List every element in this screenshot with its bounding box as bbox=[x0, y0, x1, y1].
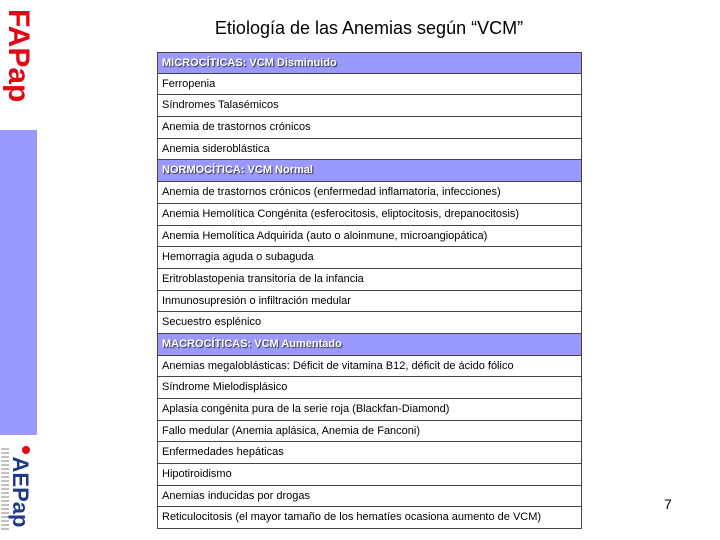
sidebar-color-bar bbox=[0, 130, 37, 435]
table-row: Secuestro esplénico bbox=[157, 312, 582, 334]
table-section-header: NORMOCÍTICA: VCM Normal bbox=[157, 160, 582, 182]
table-row: Síndromes Talasémicos bbox=[157, 95, 582, 117]
table-row: Inmunosupresión o infiltración medular bbox=[157, 291, 582, 313]
table-row: Hemorragia aguda o subaguda bbox=[157, 247, 582, 269]
table-section-header: MACROCÍTICAS: VCM Aumentado bbox=[157, 334, 582, 356]
table-row: Anemia Hemolítica Congénita (esferocitosis, eliptocitosis, drepanocitosis) bbox=[157, 204, 582, 226]
table-row: Aplasia congénita pura de la serie roja (Blackfan-Diamond) bbox=[157, 399, 582, 421]
fapap-logo: FAPap bbox=[2, 9, 35, 103]
table-row: Anemias megaloblásticas: Déficit de vitamina B12, déficit de ácido fólico bbox=[157, 356, 582, 378]
table-row: Fallo medular (Anemia aplásica, Anemia de Fanconi) bbox=[157, 421, 582, 443]
table-row: Reticulocitosis (el mayor tamaño de los hematíes ocasiona aumento de VCM) bbox=[157, 507, 582, 529]
page-title: Etiología de las Anemias según “VCM” bbox=[214, 18, 524, 38]
anemia-etiology-table bbox=[157, 52, 582, 529]
aepap-logo-text: AEPap bbox=[8, 456, 33, 528]
table-row: Anemia sideroblástica bbox=[157, 139, 582, 161]
table-row: Anemia de trastornos crónicos (enfermedad inflamatoria, infecciones) bbox=[157, 182, 582, 204]
sidebar bbox=[0, 0, 37, 540]
table-row: Anemia Hemolítica Adquirida (auto o aloinmune, microangiopática) bbox=[157, 226, 582, 248]
table-row: Ferropenia bbox=[157, 74, 582, 96]
page-number: 7 bbox=[664, 496, 672, 512]
table-row: Enfermedades hepáticas bbox=[157, 442, 582, 464]
aepap-logo bbox=[0, 440, 37, 540]
table-row: Anemias inducidas por drogas bbox=[157, 486, 582, 508]
table-row: Síndrome Mielodisplásico bbox=[157, 377, 582, 399]
table-section-header: MICROCÍTICAS: VCM Disminuido bbox=[157, 52, 582, 74]
table-row: Hipotiroidismo bbox=[157, 464, 582, 486]
table-row: Eritroblastopenia transitoria de la infancia bbox=[157, 269, 582, 291]
table-row: Anemia de trastornos crónicos bbox=[157, 117, 582, 139]
